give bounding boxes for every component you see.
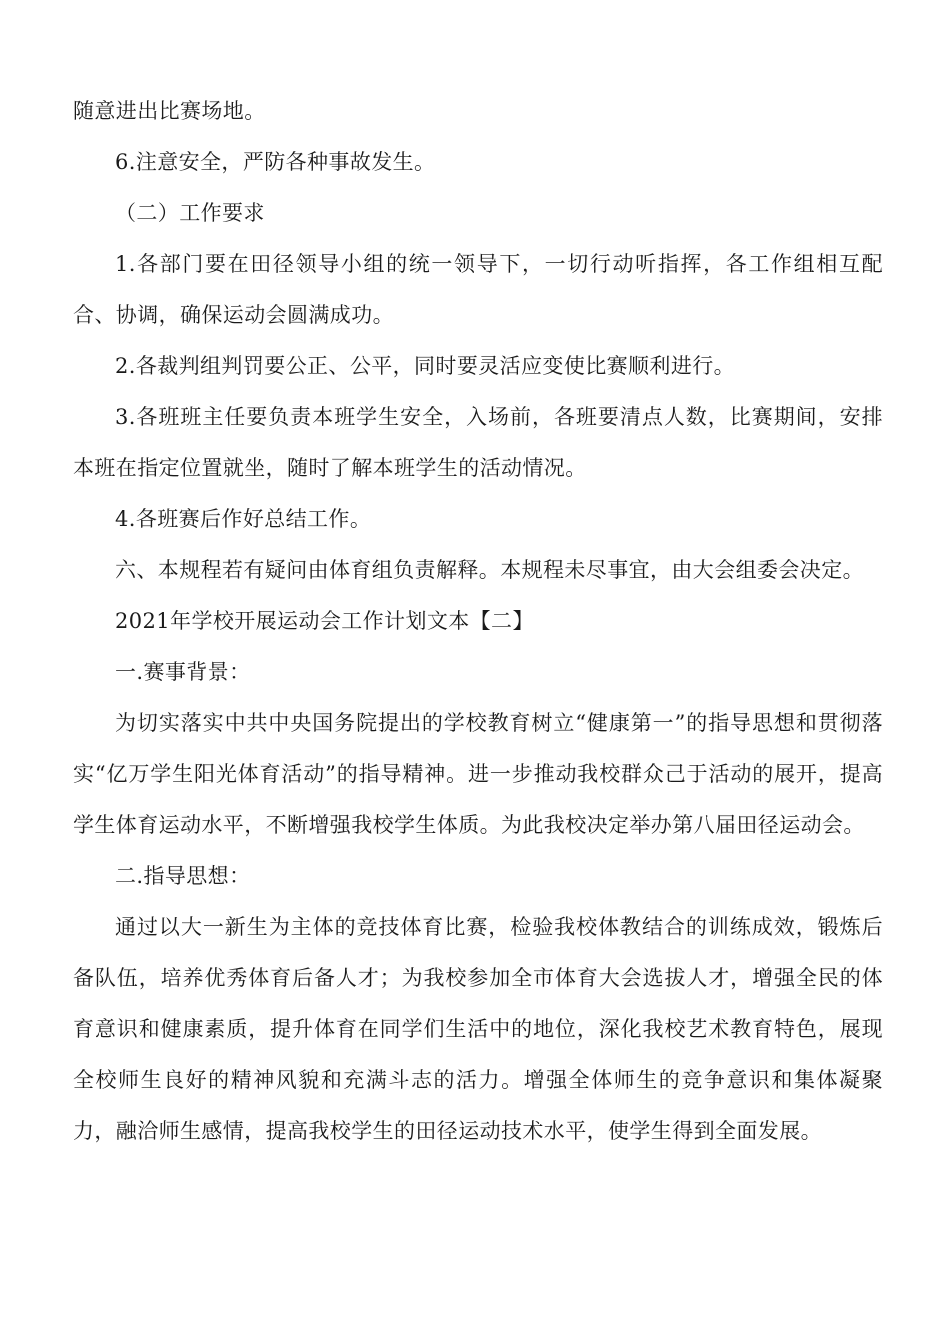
paragraph-section-6: 六、本规程若有疑问由体育组负责解释。本规程未尽事宜，由大会组委会决定。 (115, 558, 864, 582)
section-heading-guiding-ideology: 二.指导思想： (115, 864, 251, 888)
document-body (73, 86, 883, 1157)
paragraph-item-6-safety: 6.注意安全，严防各种事故发生。 (115, 150, 436, 174)
paragraph-requirement-3: 3.各班班主任要负责本班学生安全，入场前，各班要清点人数，比赛期间，安排本班在指定位置就坐，随时了解本班学生的活动情况。 (73, 405, 883, 480)
paragraph-requirement-1: 1.各部门要在田径领导小组的统一领导下，一切行动听指挥，各工作组相互配合、协调，确保运动会圆满成功。 (73, 252, 883, 327)
section-heading-background: 一.赛事背景： (115, 660, 251, 684)
section-heading-work-requirements: （二）工作要求 (115, 201, 265, 225)
paragraph-guiding-ideology: 通过以大一新生为主体的竞技体育比赛，检验我校体教结合的训练成效，锻炼后备队伍，培养优秀体育后备人才；为我校参加全市体育大会选拔人才，增强全民的体育意识和健康素质，提升体育在同学们生活中的地位，深化我校艺术教育特色，展现全校师生良好的精神风貌和充满斗志的活力。增强全体师生的竞争意识和集体凝聚力，融洽师生感情，提高我校学生的田径运动技术水平，使学生得到全面发展。 (73, 915, 883, 1143)
paragraph-continuation: 随意进出比赛场地。 (73, 99, 266, 123)
paragraph-requirement-2: 2.各裁判组判罚要公正、公平，同时要灵活应变使比赛顺利进行。 (115, 354, 736, 378)
document-subtitle: 2021年学校开展运动会工作计划文本【二】 (115, 609, 534, 633)
paragraph-requirement-4: 4.各班赛后作好总结工作。 (115, 507, 372, 531)
paragraph-background: 为切实落实中共中央国务院提出的学校教育树立“健康第一”的指导思想和贯彻落实“亿万学生阳光体育活动”的指导精神。进一步推动我校群众己于活动的展开，提高学生体育运动水平，不断增强我校学生体质。为此我校决定举办第八届田径运动会。 (73, 711, 883, 837)
